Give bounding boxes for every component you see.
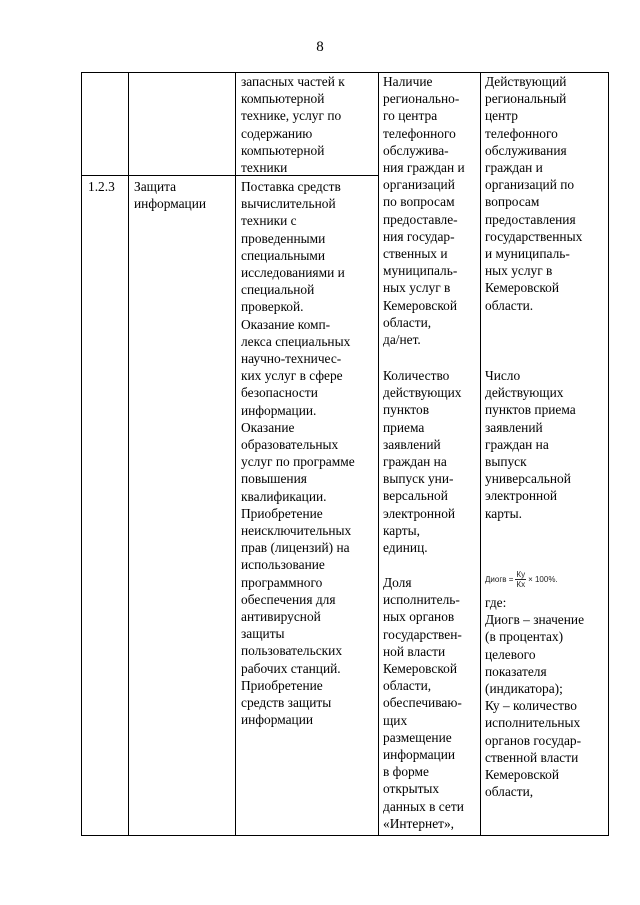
col-border-2 [235,72,236,836]
indicator-open-data-share: Доля исполнитель- ных органов государствен- ной власти Кемеровской области, обеспечиваю- щих размещение информации в форме открытых данных в сети «Интернет», [383,575,464,831]
indicator-call-center: Наличие регионально- го центра телефонного обслужива- ния граждан и организаций по вопросам предоставле- ния государ- ственных и муниципаль- ных услуг в Кемеровской области, да/нет. [383,74,465,348]
method-open-data-share: где: Диогв – значение (в процентах) целевого показателя (индикатора); Ку – количество исполнительных органов государ- ственной власти Кемеровской области, [485,595,585,800]
col-border-1 [128,72,129,836]
formula-numerator: Ку [516,569,526,579]
table-bottom-border [81,835,609,836]
program-table [81,72,609,836]
row-number-cell: 1.2.3 [88,179,115,194]
method-call-center: Действующий региональный центр телефонного обслуживания граждан и организаций по вопросам предоставления государственных и муниципаль- ных услуг в Кемеровской области. [485,74,583,313]
page-number: 8 [316,39,324,55]
formula-lhs: Диогв = [485,574,514,584]
method-reception-points: Число действующих пунктов приема заявлений граждан на выпуск универсальной электронной карты. [485,368,576,521]
formula-denominator: Кх [516,579,526,589]
formula-rhs: × 100%. [528,574,558,584]
continued-activities-cell: запасных частей к компьютерной технике, услуг по содержанию компьютерной техники [241,74,345,176]
formula-fraction [515,570,526,589]
percentage-formula [485,568,558,590]
col-border-left [81,72,82,836]
indicator-reception-points: Количество действующих пунктов приема заявлений граждан на выпуск уни- версальной электронной карты, единиц. [383,368,462,556]
col-border-3 [378,72,379,836]
activities-cell: Поставка средств вычислительной техники с проведенными специальными исследованиями и специальной проверкой. Оказание комп- лекса специальных научно-техничес- ких услуг в сфере безопасности информации. Оказание образовательных услуг по программе повышения квалификации. Приобретение неисключительных прав (лицензий) на использование программного обеспечения для антивирусной защиты пользовательских рабочих станций. Приобретение средств защиты информации [241,179,355,728]
col-border-4 [480,72,481,836]
row-name-cell: Защита информации [134,179,207,212]
